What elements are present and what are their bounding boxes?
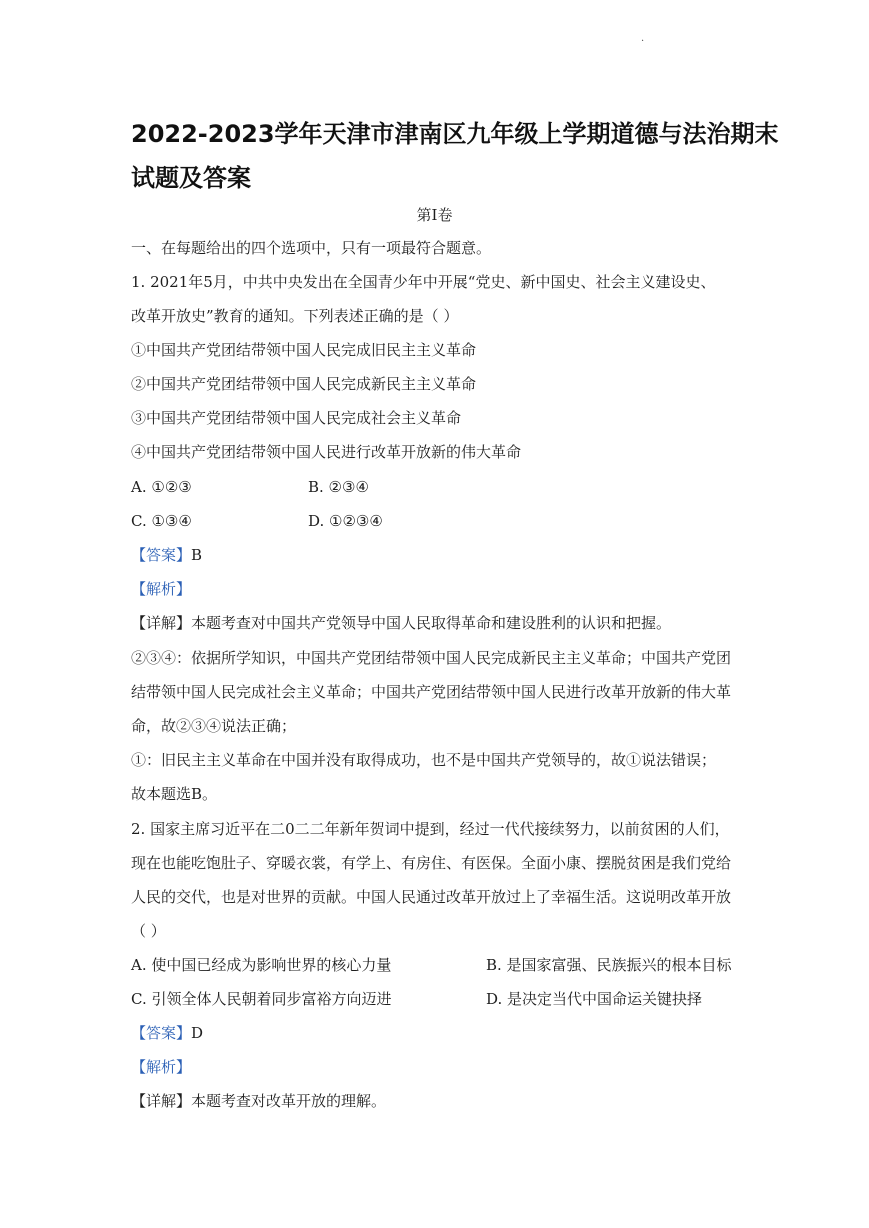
q2-stem-line: 现在也能吃饱肚子、穿暖衣裳，有学上、有房住、有医保。全面小康、摆脱贫困是我们党给 (131, 854, 732, 872)
q1-explanation-line: 结带领中国人民完成社会主义革命；中国共产党团结带领中国人民进行改革开放新的伟大革 (131, 683, 732, 701)
instruction: 一、在每题给出的四个选项中，只有一项最符合题意。 (131, 239, 492, 257)
q1-explanation-line: 故本题选B。 (131, 785, 218, 803)
document-title-line-1: 2022-2023学年天津市津南区九年级上学期道德与法治期末 (131, 120, 779, 148)
q2-analysis-tag: 【解析】 (131, 1058, 192, 1076)
answer-value: B (191, 546, 203, 564)
q2-answer (131, 1023, 203, 1043)
q1-detail (131, 613, 671, 633)
header-mark: · (641, 36, 645, 47)
answer-value: D (191, 1024, 204, 1042)
q1-stem-line-1: 1. 2021年5月，中共中央发出在全国青少年中开展“党史、新中国史、社会主义建设史、 (131, 273, 716, 291)
q2-detail (131, 1091, 386, 1111)
q1-statement: ①中国共产党团结带领中国人民完成旧民主主义革命 (131, 341, 477, 359)
q2-option-a: A. 使中国已经成为影响世界的核心力量 (131, 956, 392, 974)
q1-option-d: D. ①②③④ (308, 512, 383, 530)
q1-option-c: C. ①③④ (131, 512, 192, 530)
q1-explanation-line: ②③④：依据所学知识，中国共产党团结带领中国人民完成新民主主义革命；中国共产党团 (131, 649, 732, 667)
detail-text: 本题考查对改革开放的理解。 (191, 1092, 387, 1110)
answer-tag: 【答案】 (131, 546, 192, 564)
q2-option-d: D. 是决定当代中国命运关键抉择 (486, 990, 703, 1008)
section-heading: 第Ⅰ卷 (416, 206, 453, 224)
detail-tag: 【详解】 (131, 614, 192, 632)
document-title-line-2: 试题及答案 (131, 164, 251, 192)
q1-analysis-tag: 【解析】 (131, 580, 192, 598)
q1-option-a: A. ①②③ (131, 478, 192, 496)
q2-stem-line: 2. 国家主席习近平在二0二二年新年贺词中提到，经过一代代接续努力，以前贫困的人们， (131, 820, 730, 838)
q1-statement: ③中国共产党团结带领中国人民完成社会主义革命 (131, 409, 462, 427)
q2-stem-line: 人民的交代，也是对世界的贡献。中国人民通过改革开放过上了幸福生活。这说明改革开放 (131, 888, 732, 906)
detail-text: 本题考查对中国共产党领导中国人民取得革命和建设胜利的认识和把握。 (191, 614, 672, 632)
q1-explanation-line: 命，故②③④说法正确； (131, 717, 297, 735)
detail-tag: 【详解】 (131, 1092, 192, 1110)
q1-statement: ④中国共产党团结带领中国人民进行改革开放新的伟大革命 (131, 443, 522, 461)
q2-stem-line: （ ） (131, 922, 166, 940)
q2-option-b: B. 是国家富强、民族振兴的根本目标 (486, 956, 732, 974)
q1-option-b: B. ②③④ (308, 478, 369, 496)
q1-answer (131, 545, 202, 565)
q1-statement: ②中国共产党团结带领中国人民完成新民主主义革命 (131, 375, 477, 393)
q1-stem-line-2: 改革开放史”教育的通知。下列表述正确的是（ ） (131, 307, 459, 325)
answer-tag: 【答案】 (131, 1024, 192, 1042)
q1-explanation-line: ①：旧民主主义革命在中国并没有取得成功，也不是中国共产党领导的，故①说法错误； (131, 751, 717, 769)
q2-option-c: C. 引领全体人民朝着同步富裕方向迈进 (131, 990, 392, 1008)
